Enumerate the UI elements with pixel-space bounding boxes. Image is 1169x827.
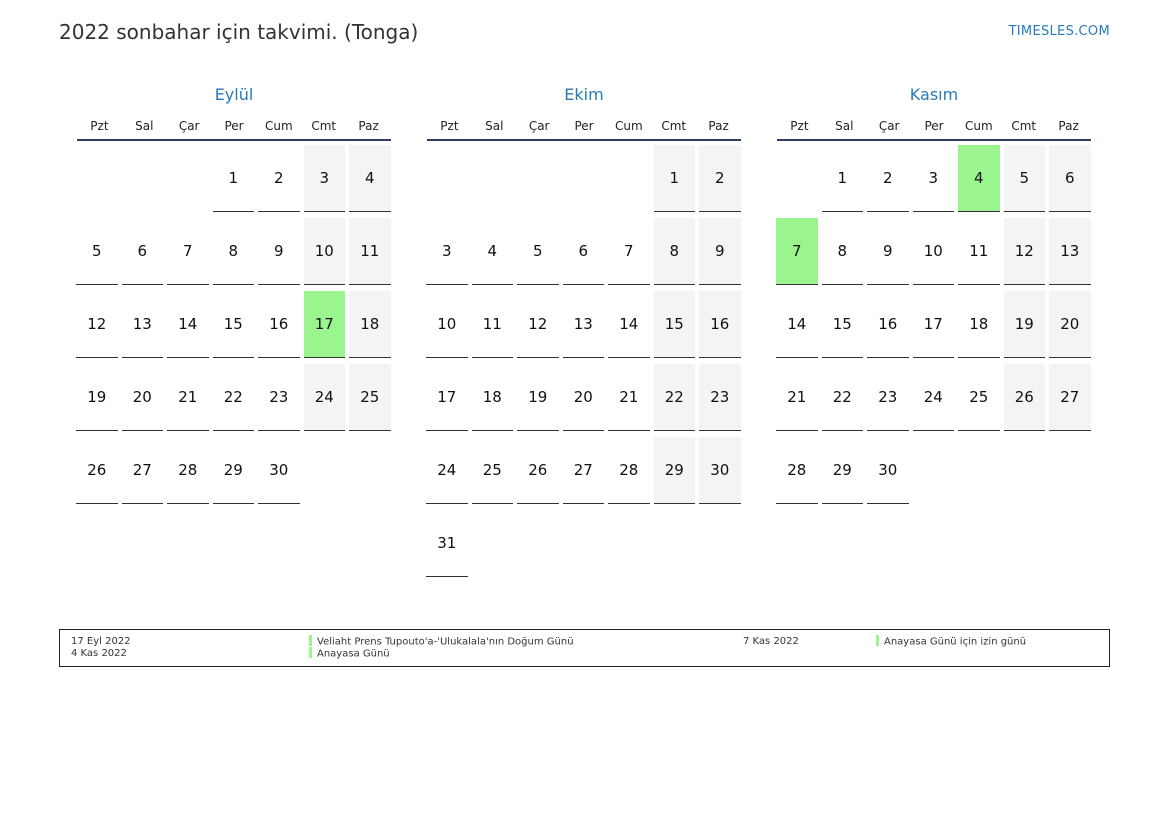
weekend-day-cell: 2 (699, 145, 741, 212)
day-grid (76, 145, 392, 504)
weekend-day-cell: 12 (1004, 218, 1046, 285)
day-cell: 12 (517, 291, 559, 358)
weekend-day-cell: 3 (304, 145, 346, 212)
weekday-label: Paz (1058, 119, 1079, 133)
weekend-day-cell: 1 (654, 145, 696, 212)
day-cell: 21 (608, 364, 650, 431)
empty-day-cell (426, 145, 468, 212)
weekday-label: Per (224, 119, 244, 133)
empty-day-cell (776, 145, 818, 212)
legend-holiday-name: Anayasa Günü için izin günü (884, 636, 1027, 648)
empty-day-cell (608, 145, 650, 212)
day-cell: 15 (822, 291, 864, 358)
month-name: Kasım (909, 85, 959, 104)
weekend-day-cell: 13 (1049, 218, 1091, 285)
legend-holiday-name: Veliaht Prens Tupouto'a-'Ulukalala'nın Doğum Günü (317, 636, 574, 648)
day-cell: 21 (167, 364, 209, 431)
day-cell: 22 (822, 364, 864, 431)
day-grid (426, 145, 742, 577)
day-cell: 6 (122, 218, 164, 285)
day-cell: 13 (122, 291, 164, 358)
day-cell: 8 (213, 218, 255, 285)
weekday-label: Pzt (790, 119, 809, 133)
day-grid (776, 145, 1092, 504)
month-october (426, 82, 742, 577)
day-cell: 9 (867, 218, 909, 285)
legend-holiday (309, 648, 390, 661)
weekend-day-cell: 22 (654, 364, 696, 431)
day-cell: 29 (213, 437, 255, 504)
weekday-label: Cmt (311, 119, 337, 133)
day-cell: 5 (517, 218, 559, 285)
day-cell: 21 (776, 364, 818, 431)
weekday-label: Çar (528, 119, 550, 133)
holiday-color-marker (309, 647, 312, 658)
day-cell: 23 (258, 364, 300, 431)
weekend-day-cell: 20 (1049, 291, 1091, 358)
month-name: Ekim (564, 85, 604, 104)
day-cell: 28 (608, 437, 650, 504)
month-november (776, 82, 1092, 504)
weekend-day-cell: 15 (654, 291, 696, 358)
day-cell: 15 (213, 291, 255, 358)
day-cell: 3 (913, 145, 955, 212)
weekend-day-cell: 5 (1004, 145, 1046, 212)
day-cell: 20 (563, 364, 605, 431)
weekday-label: Pzt (90, 119, 109, 133)
day-cell: 24 (913, 364, 955, 431)
day-cell: 31 (426, 510, 468, 577)
day-cell: 11 (472, 291, 514, 358)
day-cell: 17 (426, 364, 468, 431)
weekend-day-cell: 4 (349, 145, 391, 212)
day-cell: 26 (76, 437, 118, 504)
legend-date: 4 Kas 2022 (71, 648, 127, 659)
weekday-label: Per (574, 119, 594, 133)
day-cell: 27 (563, 437, 605, 504)
day-cell: 2 (258, 145, 300, 212)
weekend-day-cell: 19 (1004, 291, 1046, 358)
weekday-label: Sal (135, 119, 154, 133)
weekend-day-cell: 27 (1049, 364, 1091, 431)
day-cell: 14 (776, 291, 818, 358)
empty-day-cell (122, 145, 164, 212)
holiday-day-cell: 17 (304, 291, 346, 358)
day-cell: 28 (167, 437, 209, 504)
day-cell: 16 (867, 291, 909, 358)
day-cell: 17 (913, 291, 955, 358)
day-cell: 19 (76, 364, 118, 431)
weekend-day-cell: 30 (699, 437, 741, 504)
day-cell: 26 (517, 437, 559, 504)
weekend-day-cell: 29 (654, 437, 696, 504)
day-cell: 28 (776, 437, 818, 504)
day-cell: 2 (867, 145, 909, 212)
holiday-color-marker (876, 635, 879, 646)
day-cell: 10 (913, 218, 955, 285)
month-name: Eylül (214, 85, 254, 104)
legend-holiday (309, 636, 574, 649)
holiday-color-marker (309, 635, 312, 646)
legend-date: 7 Kas 2022 (743, 636, 799, 647)
weekday-label: Pzt (440, 119, 459, 133)
day-cell: 14 (608, 291, 650, 358)
legend-holiday (876, 636, 1026, 649)
holiday-legend (59, 629, 1110, 667)
day-cell: 16 (258, 291, 300, 358)
weekend-day-cell: 6 (1049, 145, 1091, 212)
weekday-label: Cmt (1011, 119, 1037, 133)
day-cell: 1 (822, 145, 864, 212)
empty-day-cell (563, 145, 605, 212)
day-cell: 24 (426, 437, 468, 504)
weekend-day-cell: 9 (699, 218, 741, 285)
month-september (76, 82, 392, 504)
holiday-day-cell: 4 (958, 145, 1000, 212)
weekday-label: Cum (265, 119, 293, 133)
weekend-day-cell: 11 (349, 218, 391, 285)
day-cell: 25 (472, 437, 514, 504)
weekend-day-cell: 26 (1004, 364, 1046, 431)
day-cell: 4 (472, 218, 514, 285)
day-cell: 19 (517, 364, 559, 431)
empty-day-cell (76, 145, 118, 212)
day-cell: 7 (608, 218, 650, 285)
weekday-label: Per (924, 119, 944, 133)
day-cell: 12 (76, 291, 118, 358)
weekday-label: Sal (485, 119, 504, 133)
day-cell: 8 (822, 218, 864, 285)
day-cell: 29 (822, 437, 864, 504)
weekday-header (777, 108, 1091, 141)
day-cell: 9 (258, 218, 300, 285)
day-cell: 6 (563, 218, 605, 285)
weekday-label: Cum (965, 119, 993, 133)
day-cell: 25 (958, 364, 1000, 431)
weekday-label: Paz (358, 119, 379, 133)
empty-day-cell (517, 145, 559, 212)
weekday-header (77, 108, 391, 141)
brand-link[interactable]: TIMESLES.COM (1008, 24, 1110, 39)
day-cell: 7 (167, 218, 209, 285)
weekend-day-cell: 8 (654, 218, 696, 285)
weekend-day-cell: 16 (699, 291, 741, 358)
day-cell: 1 (213, 145, 255, 212)
weekday-label: Cmt (661, 119, 687, 133)
day-cell: 23 (867, 364, 909, 431)
weekday-label: Paz (708, 119, 729, 133)
weekday-label: Cum (615, 119, 643, 133)
weekend-day-cell: 10 (304, 218, 346, 285)
weekday-label: Çar (178, 119, 200, 133)
weekend-day-cell: 23 (699, 364, 741, 431)
day-cell: 30 (258, 437, 300, 504)
day-cell: 22 (213, 364, 255, 431)
weekday-label: Sal (835, 119, 854, 133)
day-cell: 10 (426, 291, 468, 358)
day-cell: 13 (563, 291, 605, 358)
empty-day-cell (167, 145, 209, 212)
weekday-header (427, 108, 741, 141)
empty-day-cell (472, 145, 514, 212)
day-cell: 20 (122, 364, 164, 431)
day-cell: 27 (122, 437, 164, 504)
weekend-day-cell: 24 (304, 364, 346, 431)
legend-date: 17 Eyl 2022 (71, 636, 131, 647)
day-cell: 18 (472, 364, 514, 431)
day-cell: 14 (167, 291, 209, 358)
weekend-day-cell: 25 (349, 364, 391, 431)
legend-holiday-name: Anayasa Günü (317, 648, 390, 660)
day-cell: 3 (426, 218, 468, 285)
day-cell: 18 (958, 291, 1000, 358)
day-cell: 30 (867, 437, 909, 504)
day-cell: 11 (958, 218, 1000, 285)
holiday-day-cell: 7 (776, 218, 818, 285)
weekday-label: Çar (878, 119, 900, 133)
day-cell: 5 (76, 218, 118, 285)
weekend-day-cell: 18 (349, 291, 391, 358)
page-title: 2022 sonbahar için takvimi. (Tonga) (59, 20, 419, 44)
